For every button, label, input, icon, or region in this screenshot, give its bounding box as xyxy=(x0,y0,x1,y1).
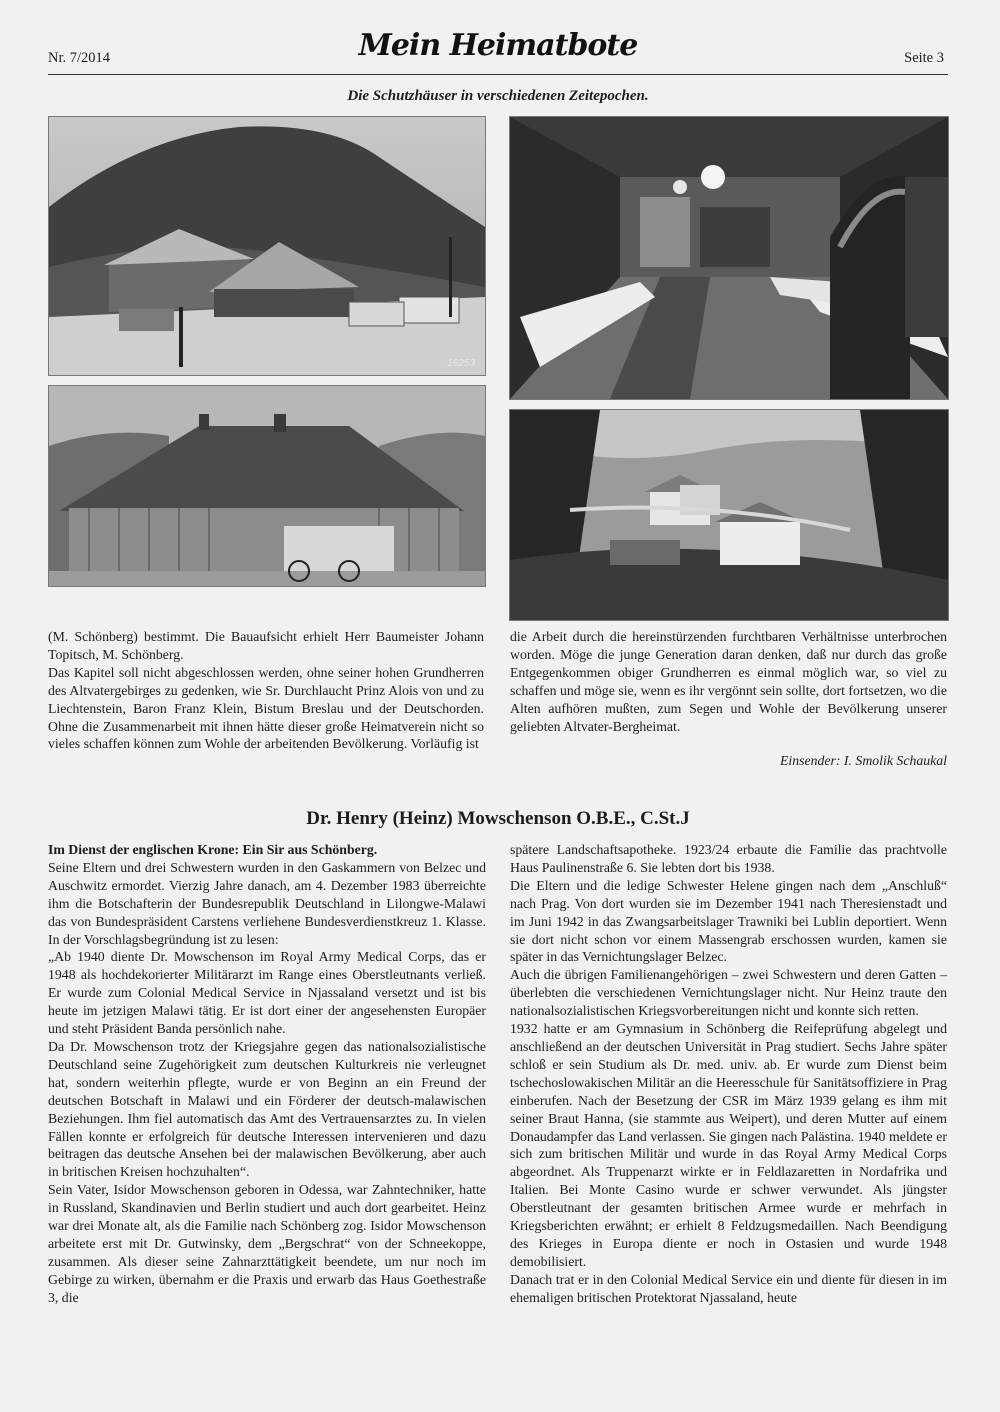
photo-shelter-buses-image xyxy=(49,117,485,375)
article-left-column xyxy=(48,841,486,1307)
article-sender: Einsender: I. Smolik Schaukal xyxy=(779,753,947,768)
article-title: Dr. Henry (Heinz) Mowschenson O.B.E., C.St.J xyxy=(306,808,690,829)
issue-number: Nr. 7/2014 xyxy=(48,50,111,66)
photo-shelter-buses xyxy=(48,116,486,376)
photo-dining-room-image xyxy=(510,117,948,399)
continued-article-left-column xyxy=(48,628,484,753)
paragraph: spätere Landschaftsapotheke. 1923/24 erbaute die Familie das prachtvolle Haus Paulinenstraße 6. Sie lebten dort bis 1938. xyxy=(510,842,947,875)
paragraph: Die Eltern und die ledige Schwester Helene gingen nach dem „Anschluß“ nach Prag. Von dort wurden sie im Dezember 1941 nach Theresienstadt und im Juni 1942 in das Zwangsarbeitslager Trawniki bei Lublin deportiert. Wenn sie dort nicht schon vor einem Massengrab erschossen wurden, kamen sie später in das Vernichtungslager Belzec. xyxy=(510,877,947,965)
paragraph: (M. Schönberg) bestimmt. Die Bauaufsicht erhielt Herr Baumeister Johann Topitsch, M. Schönberg. xyxy=(48,629,484,662)
page-header xyxy=(48,28,948,75)
masthead-title: Mein Heimatbote xyxy=(358,28,638,63)
photo-section-caption: Die Schutzhäuser in verschiedenen Zeitepochen. xyxy=(347,88,649,104)
paragraph: Danach trat er in den Colonial Medical Service ein und diente für diesen in im ehemaligen britischen Protektorat Njassaland, heute xyxy=(510,1271,947,1305)
paragraph: Seine Eltern und drei Schwestern wurden in den Gaskammern von Belzec und Auschwitz ermordet. Vierzig Jahre danach, am 4. Dezember 1983 überreichte ihm die Botschafterin der Bundesrepublik Deutschland in Lilongwe-Malawi das von Bundespräsident Carstens verliehene Bundesverdienstkreuz 1. Klasse. In der Vorschlagsbegründung ist zu lesen: xyxy=(48,859,486,947)
photo-old-wooden-shelter-image xyxy=(49,386,485,586)
photo-shelters-forest-image xyxy=(510,410,948,620)
paragraph: 1932 hatte er am Gymnasium in Schönberg die Reifeprüfung abgelegt und anschließend an der deutschen Universität in Prag studiert. Sechs Jahre später schloß er sein Studium als Dr. med. univ. ab. Er wurde zum Dienst beim tschechoslowakischen Militär an die Heeresschule für Sanitätsoffiziere in Prag einberufen. Nach der Besetzung der CSR im März 1939 gelang es ihm mit seiner Braut Hanna, (sie stammte aus Weipert), und deren Mutter auf einem Donaudampfer das Land verlassen. Sie gingen nach Palästina. 1940 meldete er sich zum britischen Militär und wurde in das Royal Army Medical Corps abgeordnet. Als Truppenarzt wirkte er in Feldlazaretten in Nordafrika und Italien. Bei Monte Casino wurde er schwer verwundet. Als jüngster Oberstleutnant der gesamten britischen Armee wurde er mehrfach in Kriegsberichten erwähnt; er erhielt 8 Feldzugsmedaillen. Nach Beendigung des Krieges in Europa diente er noch in Ostasien und wurde 1948 demobilisiert. xyxy=(510,1021,947,1269)
paragraph: Das Kapitel soll nicht abgeschlossen werden, ohne seiner hohen Grundherren des Altvatergebirges zu gedenken, wie Sr. Durchlaucht Prinz Alois von und zu Liechtenstein, Baron Franz Klein, Bistum Breslau und der Deutschorden. Ohne die Zusammenarbeit mit ihnen hätte dieser große Heimatverein nicht so vieles schaffen können zum Wohle der arbeitenden Bevölkerung. Vorläufig ist xyxy=(48,664,484,752)
article-subheading: Im Dienst der englischen Krone: Ein Sir aus Schönberg. xyxy=(48,842,378,857)
page-number: Seite 3 xyxy=(904,50,944,66)
photo-reference-number: 16253 xyxy=(447,358,475,369)
paragraph: Da Dr. Mowschenson trotz der Kriegsjahre gegen das nationalsozialistische Deutschland seine Zugehörigkeit zum deutschen Kulturkreis nie verleugnet hat, sondern weiterhin pflegte, wurde er von Beginn an ein Freund der deutschen Botschaft in Malawi und ein Förderer der deutsch-malawischen Beziehungen. Ihm fiel automatisch das Amt des Vertrauensarztes zu. In vielen Fällen konnte er erfolgreich für deutsche Interessen intervenieren und dazu beitragen das deutsche Ansehen bei der malawischen Bevölkerung, aber auch in britischen Kreisen hochzuhalten“. xyxy=(48,1038,486,1180)
article-right-column xyxy=(510,841,947,1307)
paragraph: „Ab 1940 diente Dr. Mowschenson im Royal Army Medical Corps, das er 1948 als hochdekorierter Militärarzt im Range eines Oberstleutnants verließ. Er wurde zum Colonial Medical Service in Njassaland versetzt und ist bis heute im jetzigen Malawi tätig. Er ist dort einer der angesehensten Europäer und steht Präsident Banda persönlich nahe. xyxy=(48,949,486,1037)
continued-article-right-column xyxy=(510,628,947,735)
photo-dining-room xyxy=(509,116,949,400)
paragraph: Sein Vater, Isidor Mowschenson geboren in Odessa, war Zahntechniker, hatte in Russland, Skandinavien und Berlin studiert und auch dort gearbeitet. Heinz war drei Monate alt, als die Familie nach Schönberg zog. Isidor Mowschenson arbeitete erst mit Dr. Gutwinsky, dem „Bergschrat“ von der Schneekoppe, zusammen. Als dieser seine Zahnarzttätigkeit beendete, um nur noch im Gebirge zu wirken, übernahm er die Praxis und erwarb das Haus Goethestraße 3, die xyxy=(48,1182,486,1305)
photo-shelters-forest xyxy=(509,409,949,621)
paragraph: Auch die übrigen Familienangehörigen – zwei Schwestern und deren Gatten – überlebten die verschiedenen Vernichtungslager nicht. Nur Heinz traute den nationalsozialistischen Kriegsvorbereitungen nicht und konnte sich retten. xyxy=(510,967,947,1019)
photo-old-wooden-shelter xyxy=(48,385,486,587)
paragraph: die Arbeit durch die hereinstürzenden furchtbaren Verhältnisse unterbrochen worden. Möge die junge Generation daran denken, daß nur durch das große Entgegenkommen obiger Grundherren es einmal möglich war, so viel zu schaffen und möge sie, wenn es ihr vergönnt sein sollte, dort fortsetzen, wo die Alten aufhören mußten, zum Segen und Wohle der Bevölkerung unserer geliebten Altvater-Bergheimat. xyxy=(510,629,947,734)
